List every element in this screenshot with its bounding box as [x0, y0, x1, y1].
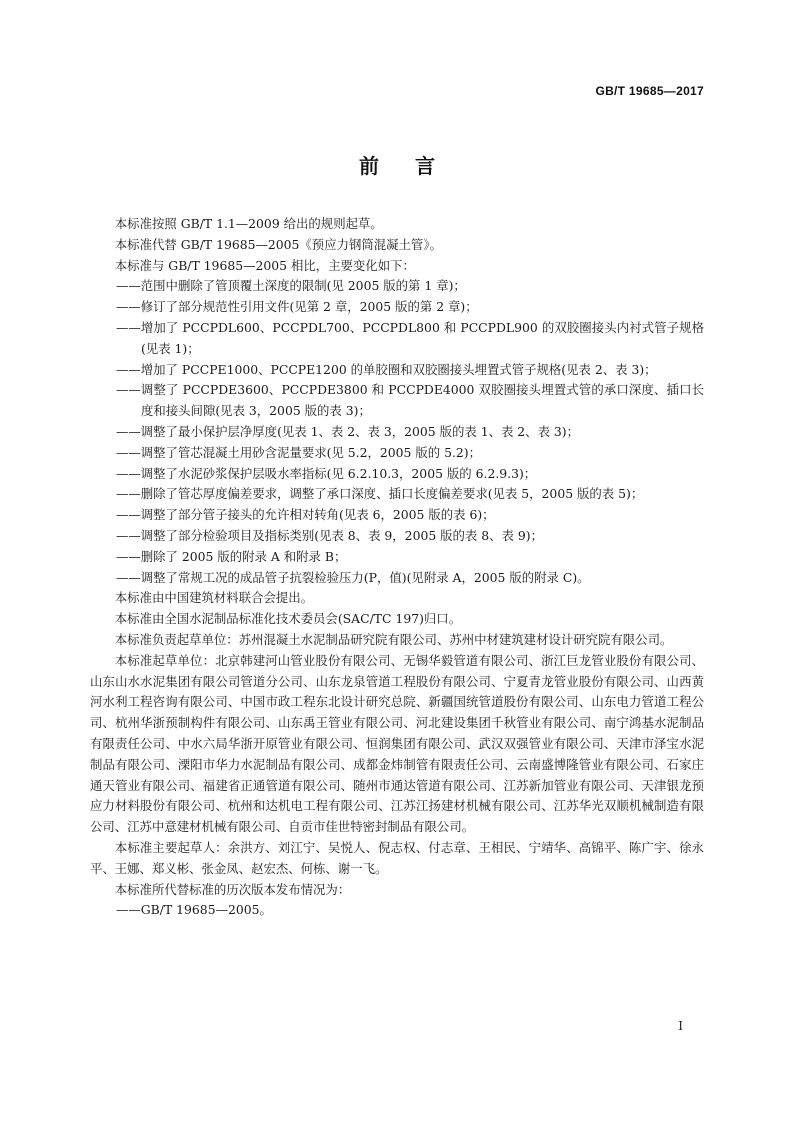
- list-item: ——删除了管芯厚度偏差要求，调整了承口深度、插口长度偏差要求(见表 5，2005 版的表 5)；: [116, 486, 644, 502]
- list-item: ——调整了部分检验项目及指标类别(见表 8、表 9，2005 版的表 8、表 9)；: [116, 527, 543, 543]
- paragraph-participating-units: 本标准起草单位：北京韩建河山管业股份有限公司、无锡华毅管道有限公司、浙江巨龙管业股份有限公司、山东山水水泥集团有限公司管道分公司、山东龙泉管道工程股份有限公司、宁夏青龙管业股份有限公司、山西黄河水利工程咨询有限公司、中国市政工程东北设计研究总院、新疆国统管道股份有限公司、山东电力管道工程公司、杭州华浙预制构件有限公司、山东禹王管业有限公司、河北建设集团千秋管业有限公司、南宁鸿基水泥制品有限责任公司、中水六局华浙开原管业有限公司、恒润集团有限公司、武汉双强管业有限公司、天津市泽宝水泥制品有限公司、溧阳市华力水泥制品有限公司、成都金炜制管有限责任公司、云南盛博隆管业有限公司、石家庄通天管业有限公司、福建省正通管道有限公司、随州市通达管道有限公司、江苏新加管业有限公司、天津银龙预应力材料股份有限公司、杭州和达机电工程有限公司、江苏江扬建材机械有限公司、江苏华光双顺机械制造有限公司、江苏中意建材机械有限公司、自贡市佳世特密封制品有限公司。: [90, 652, 704, 835]
- list-item: ——范围中删除了管顶覆土深度的限制(见 2005 版的第 1 章)；: [116, 278, 466, 294]
- list-item: ——调整了管芯混凝土用砂含泥量要求(见 5.2，2005 版的 5.2)；: [116, 444, 482, 460]
- doc-code: GB/T 19685—2017: [595, 84, 704, 98]
- document-body: [90, 214, 704, 921]
- paragraph-responsible-unit: 本标准负责起草单位：苏州混凝土水泥制品研究院有限公司、苏州中材建筑建材设计研究院有限公司。: [114, 631, 673, 647]
- list-item: ——调整了水泥砂浆保护层吸水率指标(见 6.2.10.3，2005 版的 6.2.9.3)；: [116, 465, 537, 481]
- list-item: ——调整了 PCCPDE3600、PCCPDE3800 和 PCCPDE4000 双胶圈接头埋置式管的承口深度、插口长度和接头间隙(见表 3，2005 版的表 3)；: [116, 382, 704, 419]
- page-title: 前言: [359, 154, 471, 178]
- paragraph-proposed-by: 本标准由中国建筑材料联合会提出。: [114, 590, 314, 606]
- list-item: ——增加了 PCCPE1000、PCCPE1200 的单胶圈和双胶圈接头埋置式管子规格(见表 2、表 3)；: [116, 361, 657, 377]
- paragraph-drafting-rules: 本标准按照 GB/T 1.1—2009 给出的规则起草。: [114, 216, 383, 231]
- list-item: ——增加了 PCCPDL600、PCCPDL700、PCCPDL800 和 PCCPDL900 的双胶圈接头内衬式管子规格(见表 1)；: [116, 319, 704, 356]
- list-item: ——调整了最小保护层净厚度(见表 1、表 2、表 3，2005 版的表 1、表 2、表 3)；: [116, 423, 580, 439]
- paragraph-managed-by: 本标准由全国水泥制品标准化技术委员会(SAC/TC 197)归口。: [114, 611, 462, 627]
- list-item: ——修订了部分规范性引用文件(见第 2 章，2005 版的第 2 章)；: [116, 299, 478, 315]
- page-number: I: [678, 1019, 683, 1033]
- list-item: ——删除了 2005 版的附录 A 和附录 B；: [116, 548, 347, 564]
- paragraph-history-intro: 本标准所代替标准的历次版本发布情况为：: [114, 881, 351, 897]
- paragraph-replaces: 本标准代替 GB/T 19685—2005《预应力钢筒混凝土管》。: [114, 236, 442, 252]
- paragraph-drafters: 本标准主要起草人：余洪方、刘江宁、吴悦人、倪志权、付志章、王相民、宁靖华、高锦平、陈广宇、徐永平、王娜、郑义彬、张金凤、赵宏杰、何栋、谢一飞。: [90, 839, 704, 876]
- list-item: ——调整了部分管子接头的允许相对转角(见表 6，2005 版的表 6)；: [116, 507, 495, 523]
- list-item: ——调整了常规工况的成品管子抗裂检验压力(P，值)(见附录 A，2005 版的附录 C)。: [116, 569, 590, 585]
- list-item: ——GB/T 19685—2005。: [116, 902, 272, 918]
- paragraph-changes-intro: 本标准与 GB/T 19685—2005 相比，主要变化如下：: [114, 257, 415, 273]
